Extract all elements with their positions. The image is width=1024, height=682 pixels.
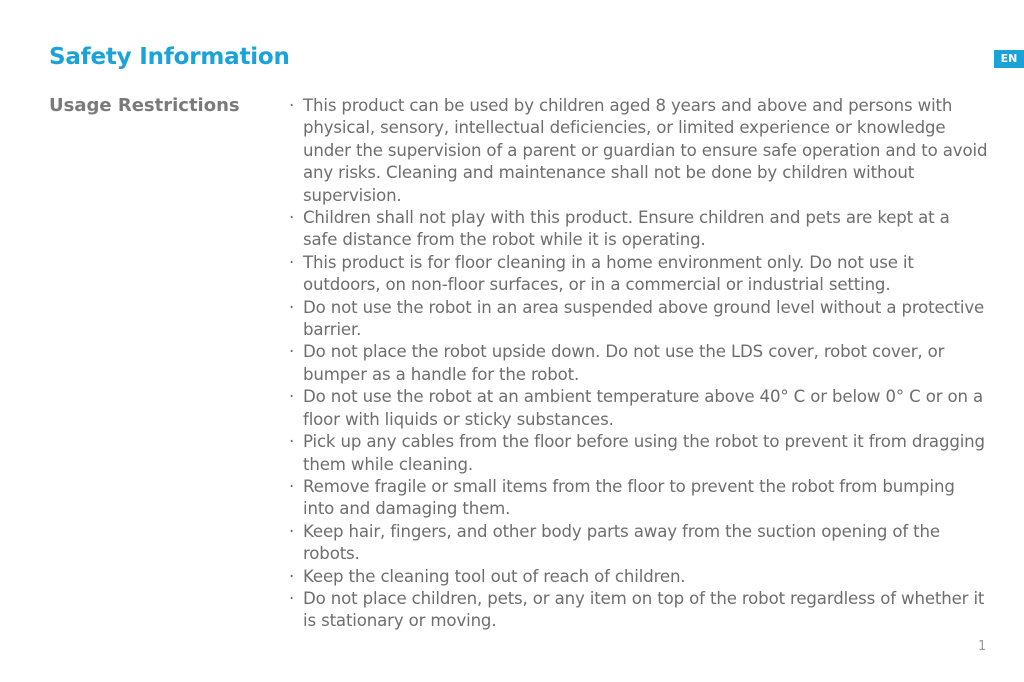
- list-item: [289, 476, 989, 521]
- list-item: [289, 566, 989, 588]
- bullet-mark: ·: [289, 387, 295, 407]
- restrictions-list: [289, 95, 989, 633]
- list-item-text: Remove fragile or small items from the floor to prevent the robot from bumping into and damaging them.: [303, 476, 955, 519]
- list-item: [289, 207, 989, 252]
- bullet-mark: ·: [289, 96, 295, 115]
- bullet-mark: ·: [289, 588, 295, 608]
- bullet-mark: ·: [289, 208, 295, 228]
- language-badge: EN: [994, 50, 1024, 68]
- bullet-mark: ·: [289, 342, 295, 362]
- list-item-text: Keep the cleaning tool out of reach of children.: [303, 566, 686, 586]
- list-item: [289, 341, 989, 386]
- list-item-text: Keep hair, fingers, and other body parts away from the suction opening of the robots.: [303, 521, 940, 564]
- section-heading: Usage Restrictions: [49, 95, 240, 116]
- bullet-mark: ·: [289, 297, 295, 317]
- list-item: [289, 431, 989, 476]
- bullet-mark: ·: [289, 252, 295, 272]
- list-item-text: Pick up any cables from the floor before using the robot to prevent it from dragging them while cleaning.: [303, 432, 985, 474]
- page-title: Safety Information: [49, 44, 290, 70]
- list-item-text: This product can be used by children aged 8 years and above and persons with physical, sensory, intellectual deficiencies, or limited experience or knowledge under the supervision of a parent or guardian to ensure safe operation and to avoid any risks. Cleaning and maintenance shall not be done by children without supervision.: [303, 96, 988, 205]
- list-item: [289, 95, 989, 207]
- list-item: [289, 521, 989, 566]
- list-item-text: Do not use the robot at an ambient temperature above 40° C or below 0° C or on a floor with liquids or sticky substances.: [303, 387, 984, 429]
- list-item: [289, 588, 989, 633]
- page-number: 1: [978, 639, 987, 654]
- list-item-text: Do not place the robot upside down. Do not use the LDS cover, robot cover, or bumper as a handle for the robot.: [303, 342, 945, 384]
- bullet-mark: ·: [289, 566, 295, 586]
- bullet-mark: ·: [289, 476, 295, 496]
- list-item: [289, 386, 989, 431]
- list-item-text: This product is for floor cleaning in a home environment only. Do not use it outdoors, on non-floor surfaces, or in a commercial or industrial setting.: [303, 252, 914, 295]
- list-item-text: Do not use the robot in an area suspended above ground level without a protective barrier.: [303, 297, 985, 340]
- list-item: [289, 252, 989, 297]
- list-item: [289, 297, 989, 342]
- bullet-mark: ·: [289, 432, 295, 452]
- list-item-text: Children shall not play with this product. Ensure children and pets are kept at a safe distance from the robot while it is operating.: [303, 208, 950, 250]
- bullet-mark: ·: [289, 521, 295, 541]
- list-item-text: Do not place children, pets, or any item on top of the robot regardless of whether it is stationary or moving.: [303, 588, 985, 631]
